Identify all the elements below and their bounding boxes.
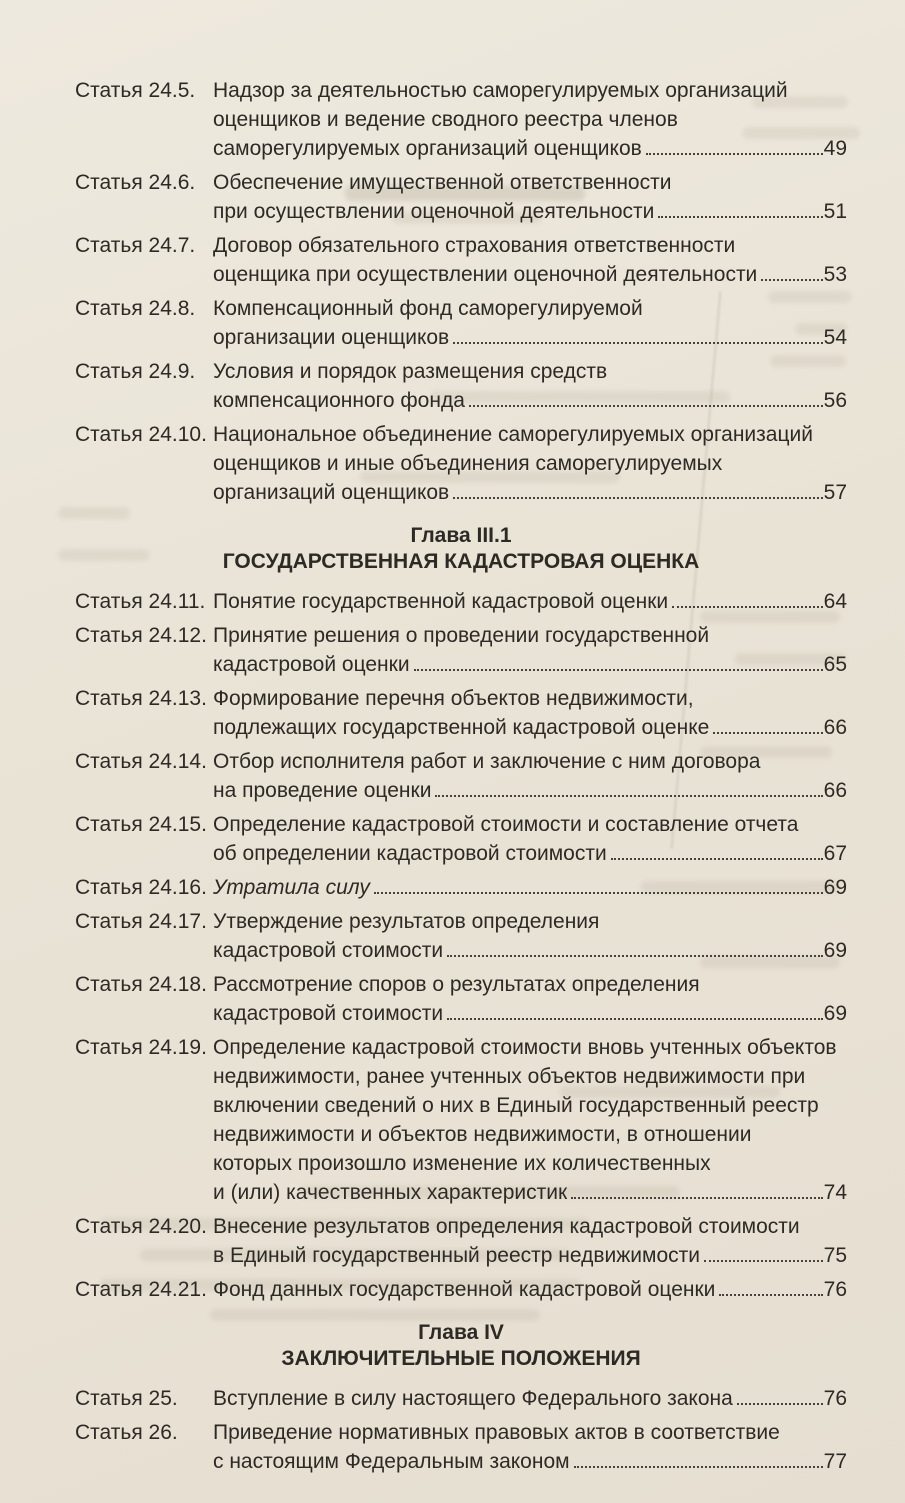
entry-label: Статья 24.20.	[75, 1215, 207, 1238]
entry-last-line	[213, 839, 847, 868]
entry-body	[213, 357, 847, 415]
toc-entry	[75, 1275, 847, 1304]
page-number: 77	[823, 1450, 847, 1473]
entry-line-text: кадастровой оценки	[213, 653, 410, 676]
entry-label: Статья 24.12.	[75, 624, 207, 647]
page-number: 75	[823, 1244, 847, 1267]
entry-body	[213, 747, 847, 805]
toc-entry	[75, 231, 847, 289]
entry-line-text: Обеспечение имущественной ответственности	[213, 171, 672, 194]
entry-body	[213, 970, 847, 1028]
toc-entry	[75, 76, 847, 163]
dot-leader	[571, 1182, 822, 1199]
entry-body	[213, 168, 847, 226]
dot-leader	[658, 201, 822, 218]
dot-leader	[713, 717, 822, 734]
entry-line-text: организации оценщиков	[213, 326, 450, 349]
entry-last-line	[213, 323, 847, 352]
entry-body	[213, 907, 847, 965]
toc-entry	[75, 587, 847, 616]
entry-label: Статья 24.13.	[75, 687, 207, 710]
page-number: 51	[823, 200, 847, 223]
toc-entry	[75, 357, 847, 415]
entry-last-line	[213, 713, 847, 742]
table-of-contents	[75, 76, 847, 1481]
chapter-number: Глава III.1	[410, 524, 512, 547]
page-number: 65	[823, 653, 847, 676]
entry-line-text: Приведение нормативных правовых актов в соответствие	[213, 1421, 780, 1444]
entry-label: Статья 26.	[75, 1421, 178, 1444]
entry-label: Статья 24.17.	[75, 910, 207, 933]
page-number: 69	[823, 939, 847, 962]
entry-body	[213, 810, 847, 868]
entry-line-text: Рассмотрение споров о результатах определения	[213, 973, 700, 996]
entry-label: Статья 24.18.	[75, 973, 207, 996]
chapter-title: ГОСУДАРСТВЕННАЯ КАДАСТРОВАЯ ОЦЕНКА	[222, 550, 700, 573]
entry-label: Статья 24.21.	[75, 1278, 207, 1301]
entry-line-text: Вступление в силу настоящего Федерального закона	[213, 1387, 733, 1410]
entry-line-text: включении сведений о них в Единый государственный реестр	[213, 1094, 819, 1117]
entry-body	[213, 1212, 847, 1270]
entry-label: Статья 25.	[75, 1387, 178, 1410]
entry-line-text: недвижимости и объектов недвижимости, в отношении	[213, 1123, 752, 1146]
entry-label: Статья 24.10.	[75, 423, 207, 446]
entry-label: Статья 24.16.	[75, 876, 207, 899]
entry-last-line	[213, 1178, 847, 1207]
entry-last-line	[213, 776, 847, 805]
entry-line-text: Внесение результатов определения кадастровой стоимости	[213, 1215, 800, 1238]
entry-line-text: подлежащих государственной кадастровой оценке	[213, 716, 710, 739]
entry-last-line	[213, 1447, 847, 1476]
entry-line-text: Принятие решения о проведении государственной	[213, 624, 710, 647]
entry-last-line	[213, 1275, 847, 1304]
dot-leader	[672, 591, 823, 608]
toc-entry	[75, 747, 847, 805]
entry-body	[213, 873, 847, 902]
page-number: 76	[823, 1387, 847, 1410]
entry-line-text: Формирование перечня объектов недвижимости,	[213, 687, 694, 710]
entry-body	[213, 1384, 847, 1413]
page-number: 74	[823, 1181, 847, 1204]
entry-line-text: на проведение оценки	[213, 779, 432, 802]
entry-body	[213, 621, 847, 679]
entry-body	[213, 1275, 847, 1304]
entry-line-text: с настоящим Федеральным законом	[213, 1450, 570, 1473]
entry-body	[213, 1033, 847, 1207]
entry-last-line	[213, 873, 847, 902]
entry-label: Статья 24.9.	[75, 360, 196, 383]
dot-leader	[447, 940, 822, 957]
entry-line-text: Условия и порядок размещения средств	[213, 360, 608, 383]
entry-line-text: Определение кадастровой стоимости и составление отчета	[213, 813, 799, 836]
chapter-heading	[75, 523, 847, 575]
dot-leader	[719, 1279, 822, 1296]
entry-line-text: Договор обязательного страхования ответственности	[213, 234, 736, 257]
entry-body	[213, 587, 847, 616]
entry-last-line	[213, 936, 847, 965]
page-number: 56	[823, 389, 847, 412]
entry-label: Статья 24.7.	[75, 234, 196, 257]
page-number: 66	[823, 716, 847, 739]
entry-line-text: Фонд данных государственной кадастровой оценки	[213, 1278, 716, 1301]
entry-label: Статья 24.8.	[75, 297, 196, 320]
entry-last-line	[213, 197, 847, 226]
toc-entry	[75, 1418, 847, 1476]
entry-last-line	[213, 650, 847, 679]
entry-body	[213, 1418, 847, 1476]
entry-line-text: Понятие государственной кадастровой оценки	[213, 590, 669, 613]
page-number: 66	[823, 779, 847, 802]
page-number: 53	[823, 263, 847, 286]
entry-line-text: Надзор за деятельностью саморегулируемых организаций	[213, 79, 788, 102]
entry-body	[213, 684, 847, 742]
entry-last-line	[213, 478, 847, 507]
dot-leader	[737, 1388, 823, 1405]
dot-leader	[435, 780, 822, 797]
entry-line-text: при осуществлении оценочной деятельности	[213, 200, 655, 223]
entry-last-line	[213, 1384, 847, 1413]
dot-leader	[611, 843, 823, 860]
page-number: 49	[823, 137, 847, 160]
entry-label: Статья 24.14.	[75, 750, 207, 773]
chapter-title: ЗАКЛЮЧИТЕЛЬНЫЕ ПОЛОЖЕНИЯ	[281, 1347, 641, 1370]
toc-entry	[75, 621, 847, 679]
entry-line-text: Определение кадастровой стоимости вновь учтенных объектов	[213, 1036, 837, 1059]
toc-entry	[75, 970, 847, 1028]
page-number: 69	[823, 1002, 847, 1025]
dot-leader	[646, 138, 823, 155]
dot-leader	[469, 390, 823, 407]
entry-line-text: которых произошло изменение их количественных	[213, 1152, 711, 1175]
dot-leader	[414, 654, 823, 671]
entry-label: Статья 24.11.	[75, 590, 206, 613]
toc-entry	[75, 1212, 847, 1270]
toc-entry	[75, 1033, 847, 1207]
entry-label: Статья 24.15.	[75, 813, 207, 836]
dot-leader	[704, 1245, 823, 1262]
entry-line-text: недвижимости, ранее учтенных объектов недвижимости при	[213, 1065, 806, 1088]
entry-line-text: в Единый государственный реестр недвижимости	[213, 1244, 700, 1267]
entry-line-text: оценщиков и иные объединения саморегулируемых	[213, 452, 723, 475]
dot-leader	[453, 327, 822, 344]
page-number: 76	[823, 1278, 847, 1301]
toc-entry	[75, 873, 847, 902]
toc-entry	[75, 684, 847, 742]
entry-line-text: компенсационного фонда	[213, 389, 465, 412]
entry-line-text: организаций оценщиков	[213, 481, 450, 504]
page-number: 67	[823, 842, 847, 865]
entry-line-text: и (или) качественных характеристик	[213, 1181, 568, 1204]
entry-line-text: Утратила силу	[213, 876, 370, 899]
entry-line-text: Компенсационный фонд саморегулируемой	[213, 297, 643, 320]
entry-label: Статья 24.19.	[75, 1036, 207, 1059]
entry-last-line	[213, 999, 847, 1028]
entry-last-line	[213, 260, 847, 289]
dot-leader	[453, 482, 822, 499]
entry-body	[213, 420, 847, 507]
entry-last-line	[213, 587, 847, 616]
toc-entry	[75, 907, 847, 965]
toc-entry	[75, 810, 847, 868]
entry-label: Статья 24.5.	[75, 79, 196, 102]
entry-line-text: саморегулируемых организаций оценщиков	[213, 137, 642, 160]
entry-line-text: кадастровой стоимости	[213, 939, 444, 962]
entry-last-line	[213, 134, 847, 163]
toc-entry	[75, 294, 847, 352]
entry-line-text: Отбор исполнителя работ и заключение с ним договора	[213, 750, 761, 773]
page-number: 54	[823, 326, 847, 349]
entry-line-text: кадастровой стоимости	[213, 1002, 444, 1025]
dot-leader	[447, 1003, 822, 1020]
entry-line-text: оценщиков и ведение сводного реестра членов	[213, 108, 678, 131]
entry-line-text: об определении кадастровой стоимости	[213, 842, 607, 865]
chapter-number: Глава IV	[418, 1321, 504, 1344]
dot-leader	[761, 264, 822, 281]
dot-leader	[574, 1451, 823, 1468]
dot-leader	[374, 877, 823, 894]
chapter-heading	[75, 1320, 847, 1372]
entry-body	[213, 231, 847, 289]
entry-label: Статья 24.6.	[75, 171, 196, 194]
entry-body	[213, 294, 847, 352]
toc-entry	[75, 420, 847, 507]
entry-line-text: Утверждение результатов определения	[213, 910, 600, 933]
page-number: 57	[823, 481, 847, 504]
toc-entry	[75, 168, 847, 226]
page-number: 64	[823, 590, 847, 613]
toc-entry	[75, 1384, 847, 1413]
entry-last-line	[213, 1241, 847, 1270]
entry-body	[213, 76, 847, 163]
entry-line-text: Национальное объединение саморегулируемых организаций	[213, 423, 813, 446]
entry-last-line	[213, 386, 847, 415]
entry-line-text: оценщика при осуществлении оценочной деятельности	[213, 263, 758, 286]
page-number: 69	[823, 876, 847, 899]
